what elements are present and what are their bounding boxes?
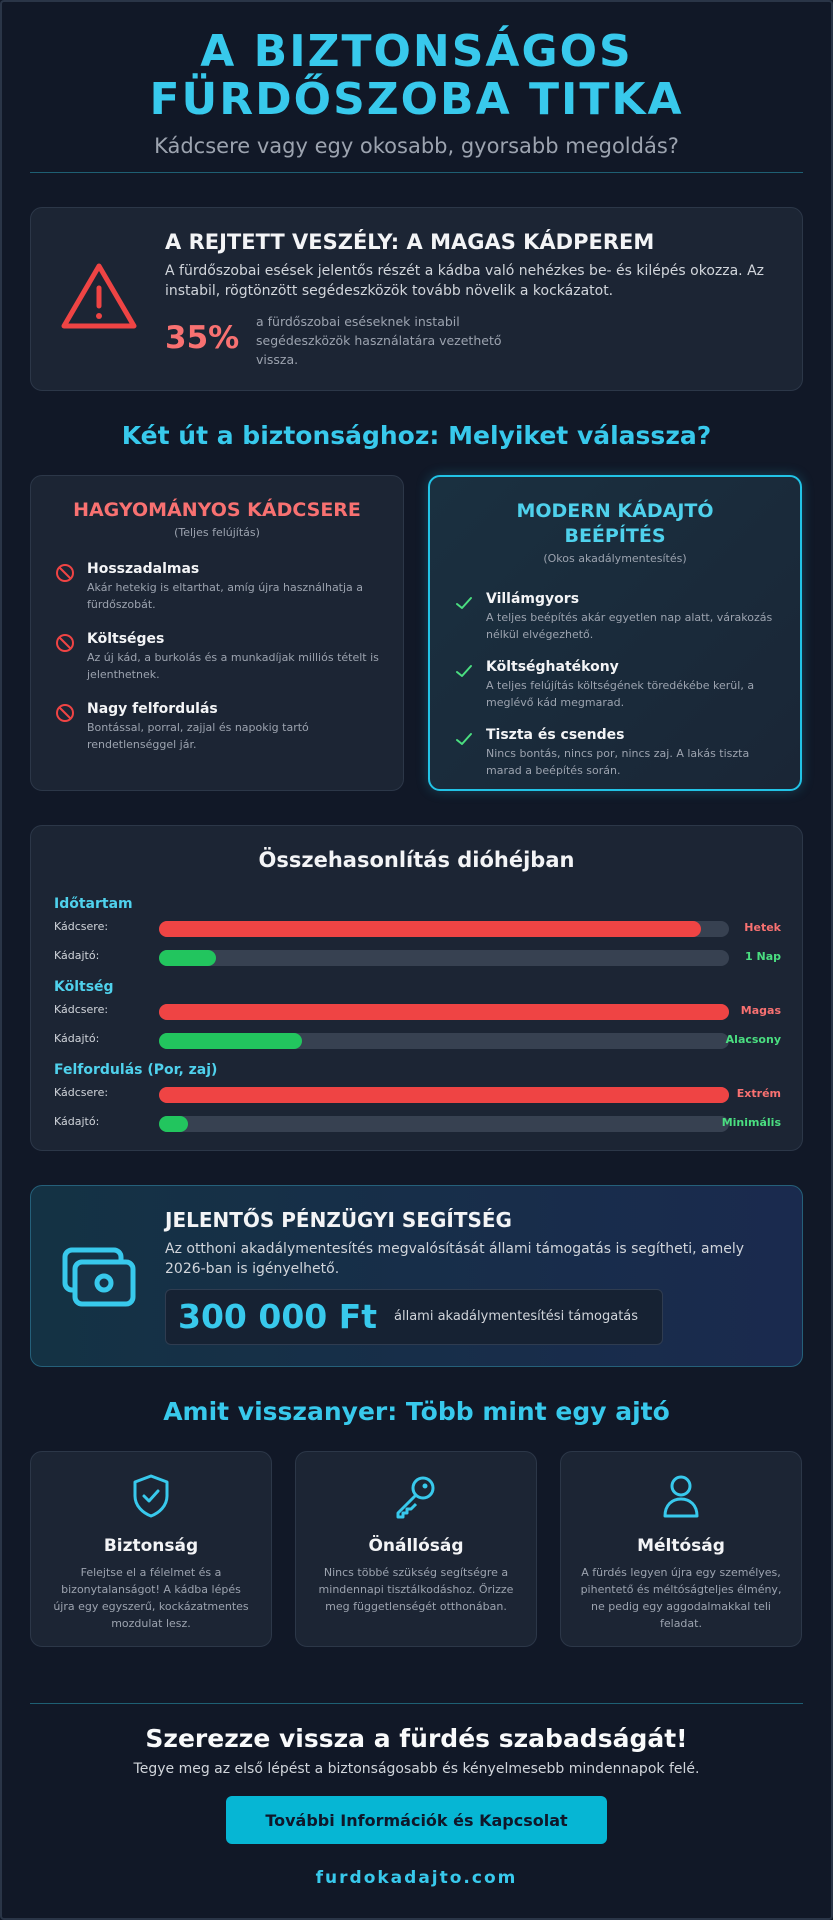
funding-card: [30, 1185, 803, 1367]
progress-track: [159, 1116, 729, 1132]
comparison-row: [54, 999, 781, 1024]
list-item-title: Költséges: [87, 631, 165, 647]
comparison-row: [54, 916, 781, 941]
progress-fill: [159, 921, 701, 937]
comparison-row: [54, 1082, 781, 1107]
list-item: [454, 591, 780, 643]
option-tag: (Okos akadálymentesítés): [543, 552, 687, 565]
user-icon: [657, 1472, 705, 1520]
list-item: [454, 659, 780, 711]
benefit-text: Felejtse el a félelmet és a bizonytalanságot! A kádba lépés újra egy egyszerű, kockázatmentes mozdulat lesz.: [53, 1566, 249, 1630]
check-icon: [454, 661, 474, 681]
funding-amount-desc: állami akadálymentesítési támogatás: [394, 1309, 639, 1324]
comparison-row-label: Kádcsere:: [54, 920, 109, 933]
benefit-title: Méltóság: [637, 1536, 725, 1556]
funding-amount-box: [165, 1289, 663, 1345]
check-icon: [454, 729, 474, 749]
progress-track: [159, 1033, 729, 1049]
comparison-row-label: Kádcsere:: [54, 1003, 109, 1016]
divider: [30, 172, 803, 173]
progress-track: [159, 1087, 729, 1103]
benefit-card-independence: [295, 1451, 537, 1647]
list-item-title: Nagy felfordulás: [87, 701, 218, 717]
contact-button[interactable]: További Információk és Kapcsolat: [226, 1796, 607, 1844]
list-item-text: Az új kád, a burkolás és a munkadíjak milliós tételt is jelenthetnek.: [87, 651, 379, 681]
list-item-title: Tiszta és csendes: [486, 727, 625, 743]
funding-text: Az otthoni akadálymentesítés megvalósítását állami támogatás is segítheti, amely 2026-ban is igényelhető.: [165, 1241, 745, 1277]
comparison-row-label: Kádajtó:: [54, 949, 100, 962]
benefit-text: Nincs többé szükség segítségre a mindennapi tisztálkodáshoz. Őrizze meg függetlenségét otthonában.: [318, 1566, 514, 1613]
danger-stat-value: 35%: [165, 320, 240, 356]
progress-fill: [159, 1116, 188, 1132]
key-icon: [392, 1472, 440, 1520]
progress-fill: [159, 1004, 729, 1020]
comparison-row-value: Extrém: [736, 1087, 781, 1100]
comparison-title: Összehasonlítás dióhéjban: [258, 848, 575, 872]
comparison-row: [54, 1111, 781, 1136]
money-bill-icon: [61, 1246, 137, 1308]
comparison-row-value: 1 Nap: [745, 950, 781, 963]
option-title: HAGYOMÁNYOS KÁDCSERE: [73, 499, 361, 521]
list-item-title: Villámgyors: [486, 591, 580, 607]
comparison-row-value: Magas: [740, 1004, 781, 1017]
comparison-group-label: Felfordulás (Por, zaj): [54, 1062, 218, 1078]
cta-title: Szerezze vissza a fürdés szabadságát!: [145, 1724, 688, 1753]
progress-fill: [159, 950, 216, 966]
benefit-title: Önállóság: [368, 1536, 464, 1556]
list-item-text: Nincs bontás, nincs por, nincs zaj. A lakás tiszta marad a beépítés során.: [486, 747, 750, 777]
choice-title: Két út a biztonsághoz: Melyiket válassza?: [121, 421, 712, 450]
danger-title: A REJTETT VESZÉLY: A MAGAS KÁDPEREM: [165, 230, 655, 254]
comparison-row-label: Kádajtó:: [54, 1115, 100, 1128]
comparison-group-cost: [54, 979, 781, 1053]
danger-stat-text: a fürdőszobai eséseknek instabil segédeszközök használatára vezethető vissza.: [256, 314, 502, 367]
ban-icon: [55, 563, 75, 583]
danger-card: [30, 207, 803, 391]
list-item: [454, 727, 780, 779]
comparison-group-mess: [54, 1062, 781, 1136]
option-card-traditional: [30, 475, 404, 791]
comparison-row-value: Minimális: [721, 1116, 781, 1129]
progress-fill: [159, 1087, 729, 1103]
shield-check-icon: [127, 1472, 175, 1520]
comparison-group-duration: [54, 896, 781, 970]
list-item-text: Akár hetekig is eltarthat, amíg újra használhatja a fürdőszobát.: [87, 581, 364, 611]
comparison-row-value: Alacsony: [725, 1033, 781, 1046]
funding-title: JELENTŐS PÉNZÜGYI SEGÍTSÉG: [165, 1208, 512, 1232]
comparison-card: [30, 825, 803, 1151]
benefit-card-dignity: [560, 1451, 802, 1647]
danger-text: A fürdőszobai esések jelentős részét a kádba való nehézkes be- és kilépés okozza. Az instabil, rögtönzött segédeszközök tovább növelik a kockázatot.: [165, 263, 764, 299]
benefits-title: Amit visszanyer: Több mint egy ajtó: [163, 1397, 670, 1426]
comparison-group-label: Költség: [54, 979, 114, 995]
progress-track: [159, 950, 729, 966]
funding-amount: 300 000 Ft: [178, 1297, 378, 1336]
benefit-text: A fürdés legyen újra egy személyes, pihentető és méltóságteljes élmény, ne pedig egy aggodalmakkal teli feladat.: [580, 1566, 782, 1630]
progress-track: [159, 1004, 729, 1020]
option-card-modern: [428, 475, 802, 791]
list-item-text: A teljes beépítés akár egyetlen nap alatt, várakozás nélkül elvégezhető.: [486, 611, 773, 641]
progress-fill: [159, 1033, 302, 1049]
list-item-title: Költséghatékony: [486, 659, 619, 675]
list-item-text: A teljes felújítás költségének töredékébe kerül, a meglévő kád megmarad.: [486, 679, 755, 709]
benefit-title: Biztonság: [103, 1536, 199, 1556]
comparison-row: [54, 1028, 781, 1053]
cta-subtitle: Tegye meg az első lépést a biztonságosabb és kényelmesebb mindennapok felé.: [133, 1761, 700, 1777]
option-tag: (Teljes felújítás): [174, 526, 260, 539]
ban-icon: [55, 703, 75, 723]
hero-subtitle: Kádcsere vagy egy okosabb, gyorsabb megoldás?: [154, 134, 679, 158]
list-item: [55, 561, 383, 613]
benefit-card-safety: [30, 1451, 272, 1647]
check-icon: [454, 593, 474, 613]
divider: [30, 1703, 803, 1704]
progress-track: [159, 921, 729, 937]
list-item: [55, 701, 383, 753]
comparison-row-label: Kádajtó:: [54, 1032, 100, 1045]
warning-triangle-icon: [59, 260, 139, 332]
website-link[interactable]: furdokadajto.com: [315, 1868, 518, 1888]
list-item-text: Bontással, porral, zajjal és napokig tartó rendetlenséggel jár.: [87, 721, 309, 751]
ban-icon: [55, 633, 75, 653]
comparison-row: [54, 945, 781, 970]
option-title: MODERN KÁDAJTÓ BEÉPÍTÉS: [516, 500, 714, 547]
comparison-row-label: Kádcsere:: [54, 1086, 109, 1099]
hero-title: A BIZTONSÁGOS FÜRDŐSZOBA TITKA: [149, 26, 684, 125]
comparison-group-label: Időtartam: [54, 896, 133, 912]
list-item: [55, 631, 383, 683]
comparison-row-value: Hetek: [744, 921, 781, 934]
list-item-title: Hosszadalmas: [87, 561, 200, 577]
